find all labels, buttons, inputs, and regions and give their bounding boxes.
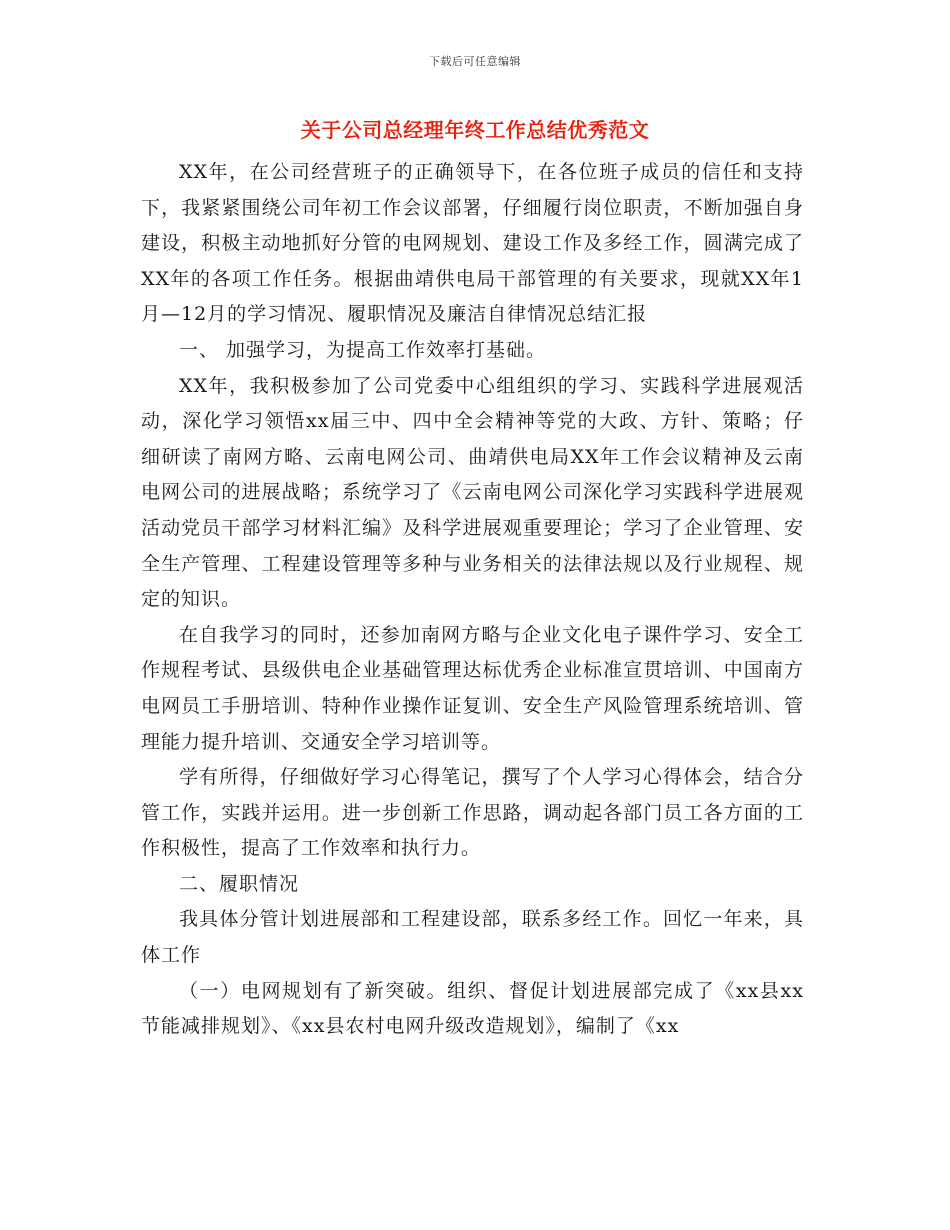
document-title: 关于公司总经理年终工作总结优秀范文 — [300, 118, 650, 142]
paragraph-training: 在自我学习的同时，还参加南网方略与企业文化电子课件学习、安全工作规程考试、县级供电企业基础管理达标优秀企业标准宣贯培训、中国南方电网员工手册培训、特种作业操作证复训、安全生产风险管理系统培训、管理能力提升培训、交通安全学习培训等。 — [141, 623, 804, 753]
paragraph-intro: XX年，在公司经营班子的正确领导下，在各位班子成员的信任和支持下，我紧紧围绕公司年初工作会议部署，仔细履行岗位职责，不断加强自身建设，积极主动地抓好分管的电网规划、建设工作及多经工作，圆满完成了XX年的各项工作任务。根据曲靖供电局干部管理的有关要求，现就XX年1月—12月的学习情况、履职情况及廉洁自律情况总结汇报 — [141, 161, 804, 326]
paragraph-study: XX年，我积极参加了公司党委中心组组织的学习、实践科学进展观活动，深化学习领悟xx届三中、四中全会精神等党的大政、方针、策略；仔细研读了南网方略、云南电网公司、曲靖供电局XX年工作会议精神及云南电网公司的进展战略；系统学习了《云南电网公司深化学习实践科学进展观活动党员干部学习材料汇编》及科学进展观重要理论；学习了企业管理、安全生产管理、工程建设管理等多种与业务相关的法律法规以及行业规程、规定的知识。 — [141, 374, 804, 611]
paragraph-grid-planning: （一）电网规划有了新突破。组织、督促计划进展部完成了《xx县xx节能减排规划》、《xx县农村电网升级改造规划》，编制了《xx — [141, 979, 804, 1038]
paragraph-duties: 我具体分管计划进展部和工程建设部，联系多经工作。回忆一年来，具体工作 — [141, 908, 804, 967]
paragraph-learning-results: 学有所得，仔细做好学习心得笔记，撰写了个人学习心得体会，结合分管工作，实践并运用。进一步创新工作思路，调动起各部门员工各方面的工作积极性，提高了工作效率和执行力。 — [141, 766, 804, 860]
document-body — [141, 155, 804, 1045]
section-heading-study: 一、 加强学习，为提高工作效率打基础。 — [179, 338, 547, 361]
section-heading-duties: 二、履职情况 — [179, 872, 300, 895]
page-header-note: 下载后可任意编辑 — [429, 55, 521, 68]
